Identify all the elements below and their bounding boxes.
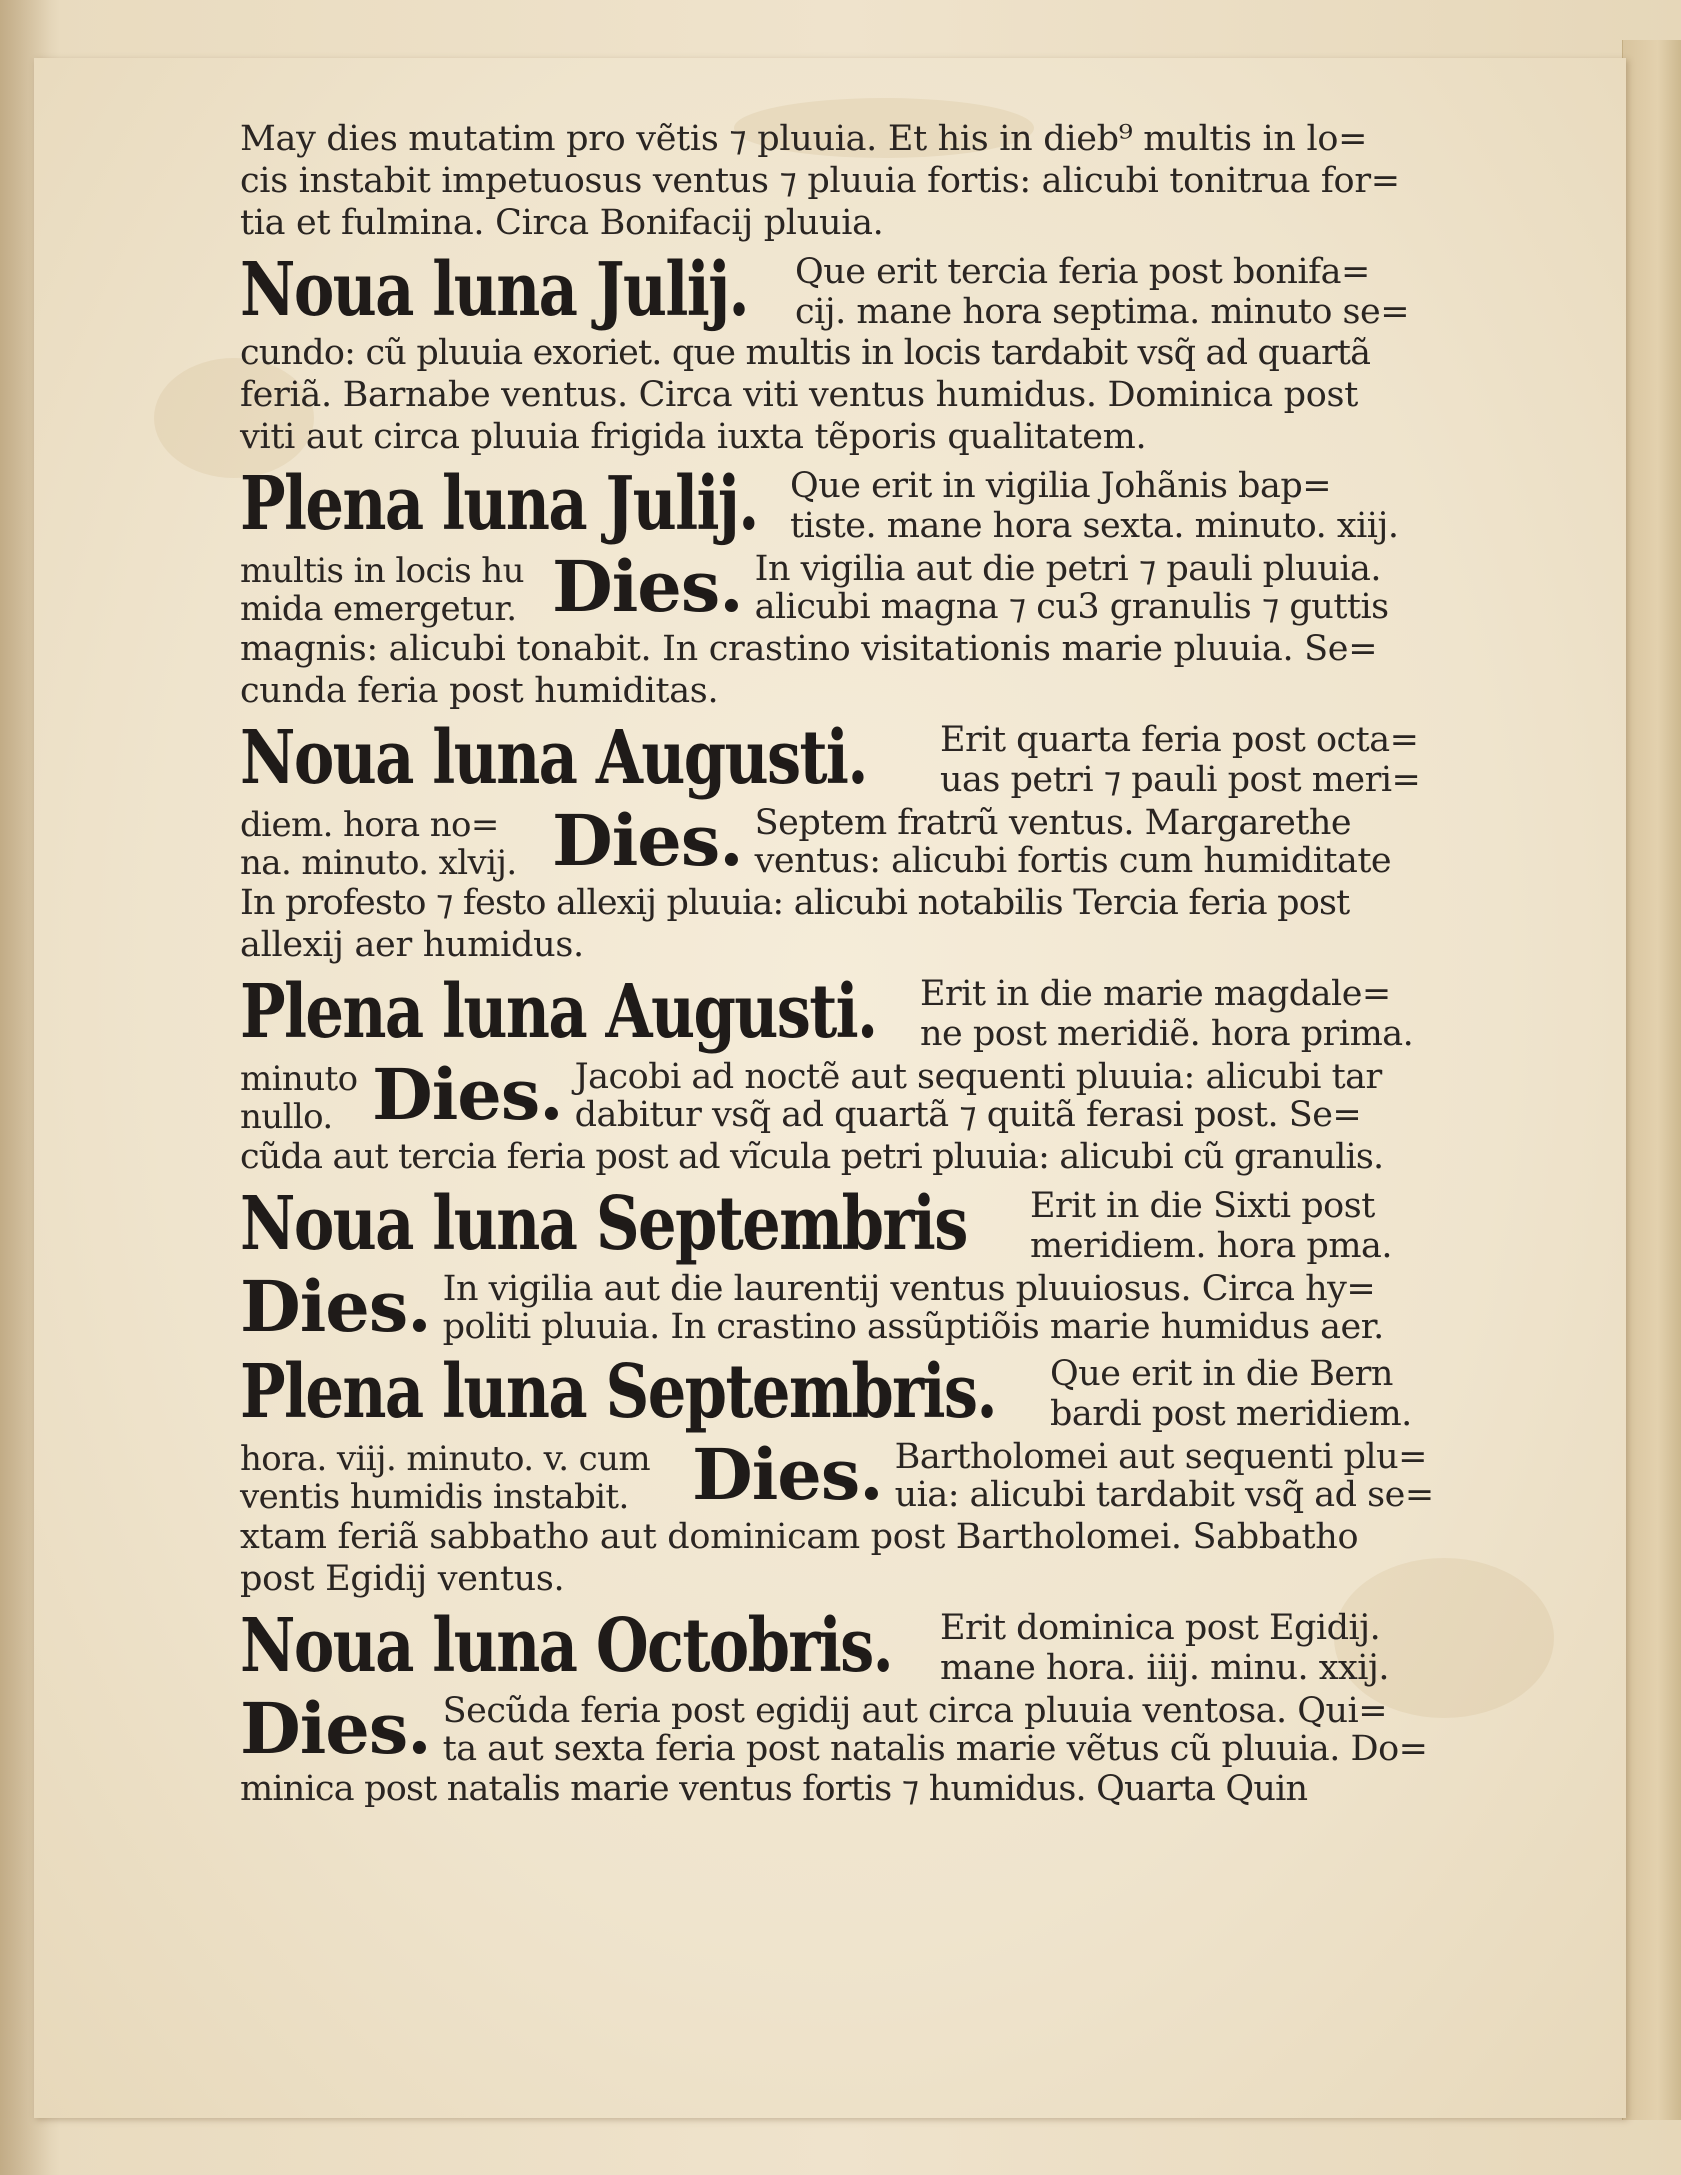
dies-heading: Dies. bbox=[552, 799, 743, 882]
heading-side-line: cij. mane hora septima. minuto se= bbox=[795, 292, 1410, 332]
dies-right-line: ventus: alicubi fortis cum humiditate bbox=[754, 841, 1392, 881]
text-line: post Egidij ventus. bbox=[240, 1559, 565, 1599]
section-heading: Plena luna Septembris. bbox=[240, 1349, 996, 1435]
text-line: cis instabit impetuosus ventus ⁊ pluuia fortis: alicubi tonitrua for= bbox=[240, 161, 1400, 201]
section-plena-luna-julij bbox=[240, 462, 1490, 712]
dies-right-line: Bartholomei aut sequenti plu= bbox=[894, 1437, 1427, 1477]
text-line: cũda aut tercia feria post ad vĩcula petri pluuia: alicubi cũ granulis. bbox=[240, 1137, 1384, 1177]
dies-right-line: Secũda feria post egidij aut circa pluuia ventosa. Qui= bbox=[442, 1691, 1388, 1731]
heading-side-line: uas petri ⁊ pauli post meri= bbox=[940, 760, 1421, 800]
section-heading: Noua luna Septembris bbox=[240, 1181, 967, 1267]
dies-left-line: nullo. bbox=[240, 1097, 333, 1137]
section-noua-luna-julij bbox=[240, 248, 1490, 458]
text-line: tia et fulmina. Circa Bonifacij pluuia. bbox=[240, 203, 884, 243]
dies-heading: Dies. bbox=[372, 1053, 563, 1136]
dies-heading: Dies. bbox=[552, 545, 743, 628]
dies-right-line: alicubi magna ⁊ cu3 granulis ⁊ guttis bbox=[754, 587, 1389, 627]
dies-heading: Dies. bbox=[240, 1265, 431, 1348]
dies-heading: Dies. bbox=[692, 1433, 883, 1516]
section-heading: Noua luna Augusti. bbox=[240, 715, 867, 801]
heading-side-line: Que erit tercia feria post bonifa= bbox=[795, 252, 1370, 292]
text-line: cunda feria post humiditas. bbox=[240, 671, 719, 711]
heading-side-line: ne post meridiẽ. hora prima. bbox=[920, 1014, 1414, 1054]
section-noua-luna-octobris bbox=[240, 1604, 1490, 1810]
text-line: feriã. Barnabe ventus. Circa viti ventus humidus. Dominica post bbox=[240, 375, 1358, 415]
dies-left-line: na. minuto. xlvij. bbox=[240, 843, 517, 883]
dies-left-line: diem. hora no= bbox=[240, 805, 499, 845]
heading-side-line: bardi post meridiem. bbox=[1050, 1394, 1412, 1434]
text-line: cundo: cũ pluuia exoriet. que multis in locis tardabit vsq̃ ad quartã bbox=[240, 333, 1371, 373]
dies-left-line: mida emergetur. bbox=[240, 589, 517, 629]
heading-side-line: Que erit in vigilia Johãnis bap= bbox=[790, 466, 1332, 506]
heading-side-line: Erit in die marie magdale= bbox=[920, 974, 1391, 1014]
text-line: magnis: alicubi tonabit. In crastino visitationis marie pluuia. Se= bbox=[240, 629, 1378, 669]
dies-right-line: Jacobi ad noctẽ aut sequenti pluuia: alicubi tar bbox=[574, 1057, 1382, 1097]
section-plena-luna-augusti bbox=[240, 970, 1490, 1178]
dies-heading: Dies. bbox=[240, 1687, 431, 1770]
dies-right-line: uia: alicubi tardabit vsq̃ ad se= bbox=[894, 1475, 1434, 1515]
section-heading: Noua luna Julij. bbox=[240, 247, 749, 333]
section-heading: Plena luna Augusti. bbox=[240, 969, 877, 1055]
dies-right-line: ta aut sexta feria post natalis marie vẽtus cũ pluuia. Do= bbox=[442, 1729, 1428, 1769]
dies-left-line: ventis humidis instabit. bbox=[240, 1477, 629, 1517]
heading-side-line: Erit dominica post Egidij. bbox=[940, 1608, 1381, 1648]
heading-side-line: Erit in die Sixti post bbox=[1030, 1186, 1375, 1226]
section-noua-luna-augusti bbox=[240, 716, 1490, 966]
dies-right-line: politi pluuia. In crastino assũptiõis marie humidus aer. bbox=[442, 1307, 1384, 1347]
dies-right-line: dabitur vsq̃ ad quartã ⁊ quitã ferasi post. Se= bbox=[574, 1095, 1362, 1135]
heading-side-line: Erit quarta feria post octa= bbox=[940, 720, 1419, 760]
next-page-edge bbox=[1622, 40, 1681, 2120]
text-line: minica post natalis marie ventus fortis ⁊ humidus. Quarta Quin bbox=[240, 1769, 1308, 1809]
text-line: viti aut circa pluuia frigida iuxta tẽporis qualitatem. bbox=[240, 417, 1147, 457]
dies-right-line: In vigilia aut die petri ⁊ pauli pluuia. bbox=[754, 549, 1382, 589]
heading-side-line: tiste. mane hora sexta. minuto. xiij. bbox=[790, 506, 1399, 546]
printed-text-block bbox=[240, 118, 1490, 1810]
text-line: xtam feriã sabbatho aut dominicam post Bartholomei. Sabbatho bbox=[240, 1517, 1359, 1557]
section-plena-luna-septembris bbox=[240, 1350, 1490, 1600]
dies-left-line: hora. viij. minuto. v. cum bbox=[240, 1439, 651, 1479]
text-line: In profesto ⁊ festo allexij pluuia: alicubi notabilis Tercia feria post bbox=[240, 883, 1350, 923]
section-heading: Plena luna Julij. bbox=[240, 461, 758, 547]
section-noua-luna-septembris bbox=[240, 1182, 1490, 1346]
dies-left-line: multis in locis hu bbox=[240, 551, 524, 591]
section-heading: Noua luna Octobris. bbox=[240, 1603, 893, 1689]
dies-left-line: minuto bbox=[240, 1059, 358, 1099]
text-line: May dies mutatim pro vẽtis ⁊ pluuia. Et his in dieb⁹ multis in lo= bbox=[240, 119, 1368, 159]
dies-right-line: In vigilia aut die laurentij ventus pluuiosus. Circa hy= bbox=[442, 1269, 1376, 1309]
heading-side-line: meridiem. hora pma. bbox=[1030, 1226, 1392, 1266]
text-line: allexij aer humidus. bbox=[240, 925, 584, 965]
heading-side-line: mane hora. iiij. minu. xxij. bbox=[940, 1648, 1389, 1688]
dies-right-line: Septem fratrũ ventus. Margarethe bbox=[754, 803, 1352, 843]
intro-paragraph bbox=[240, 118, 1490, 244]
heading-side-line: Que erit in die Bern bbox=[1050, 1354, 1393, 1394]
